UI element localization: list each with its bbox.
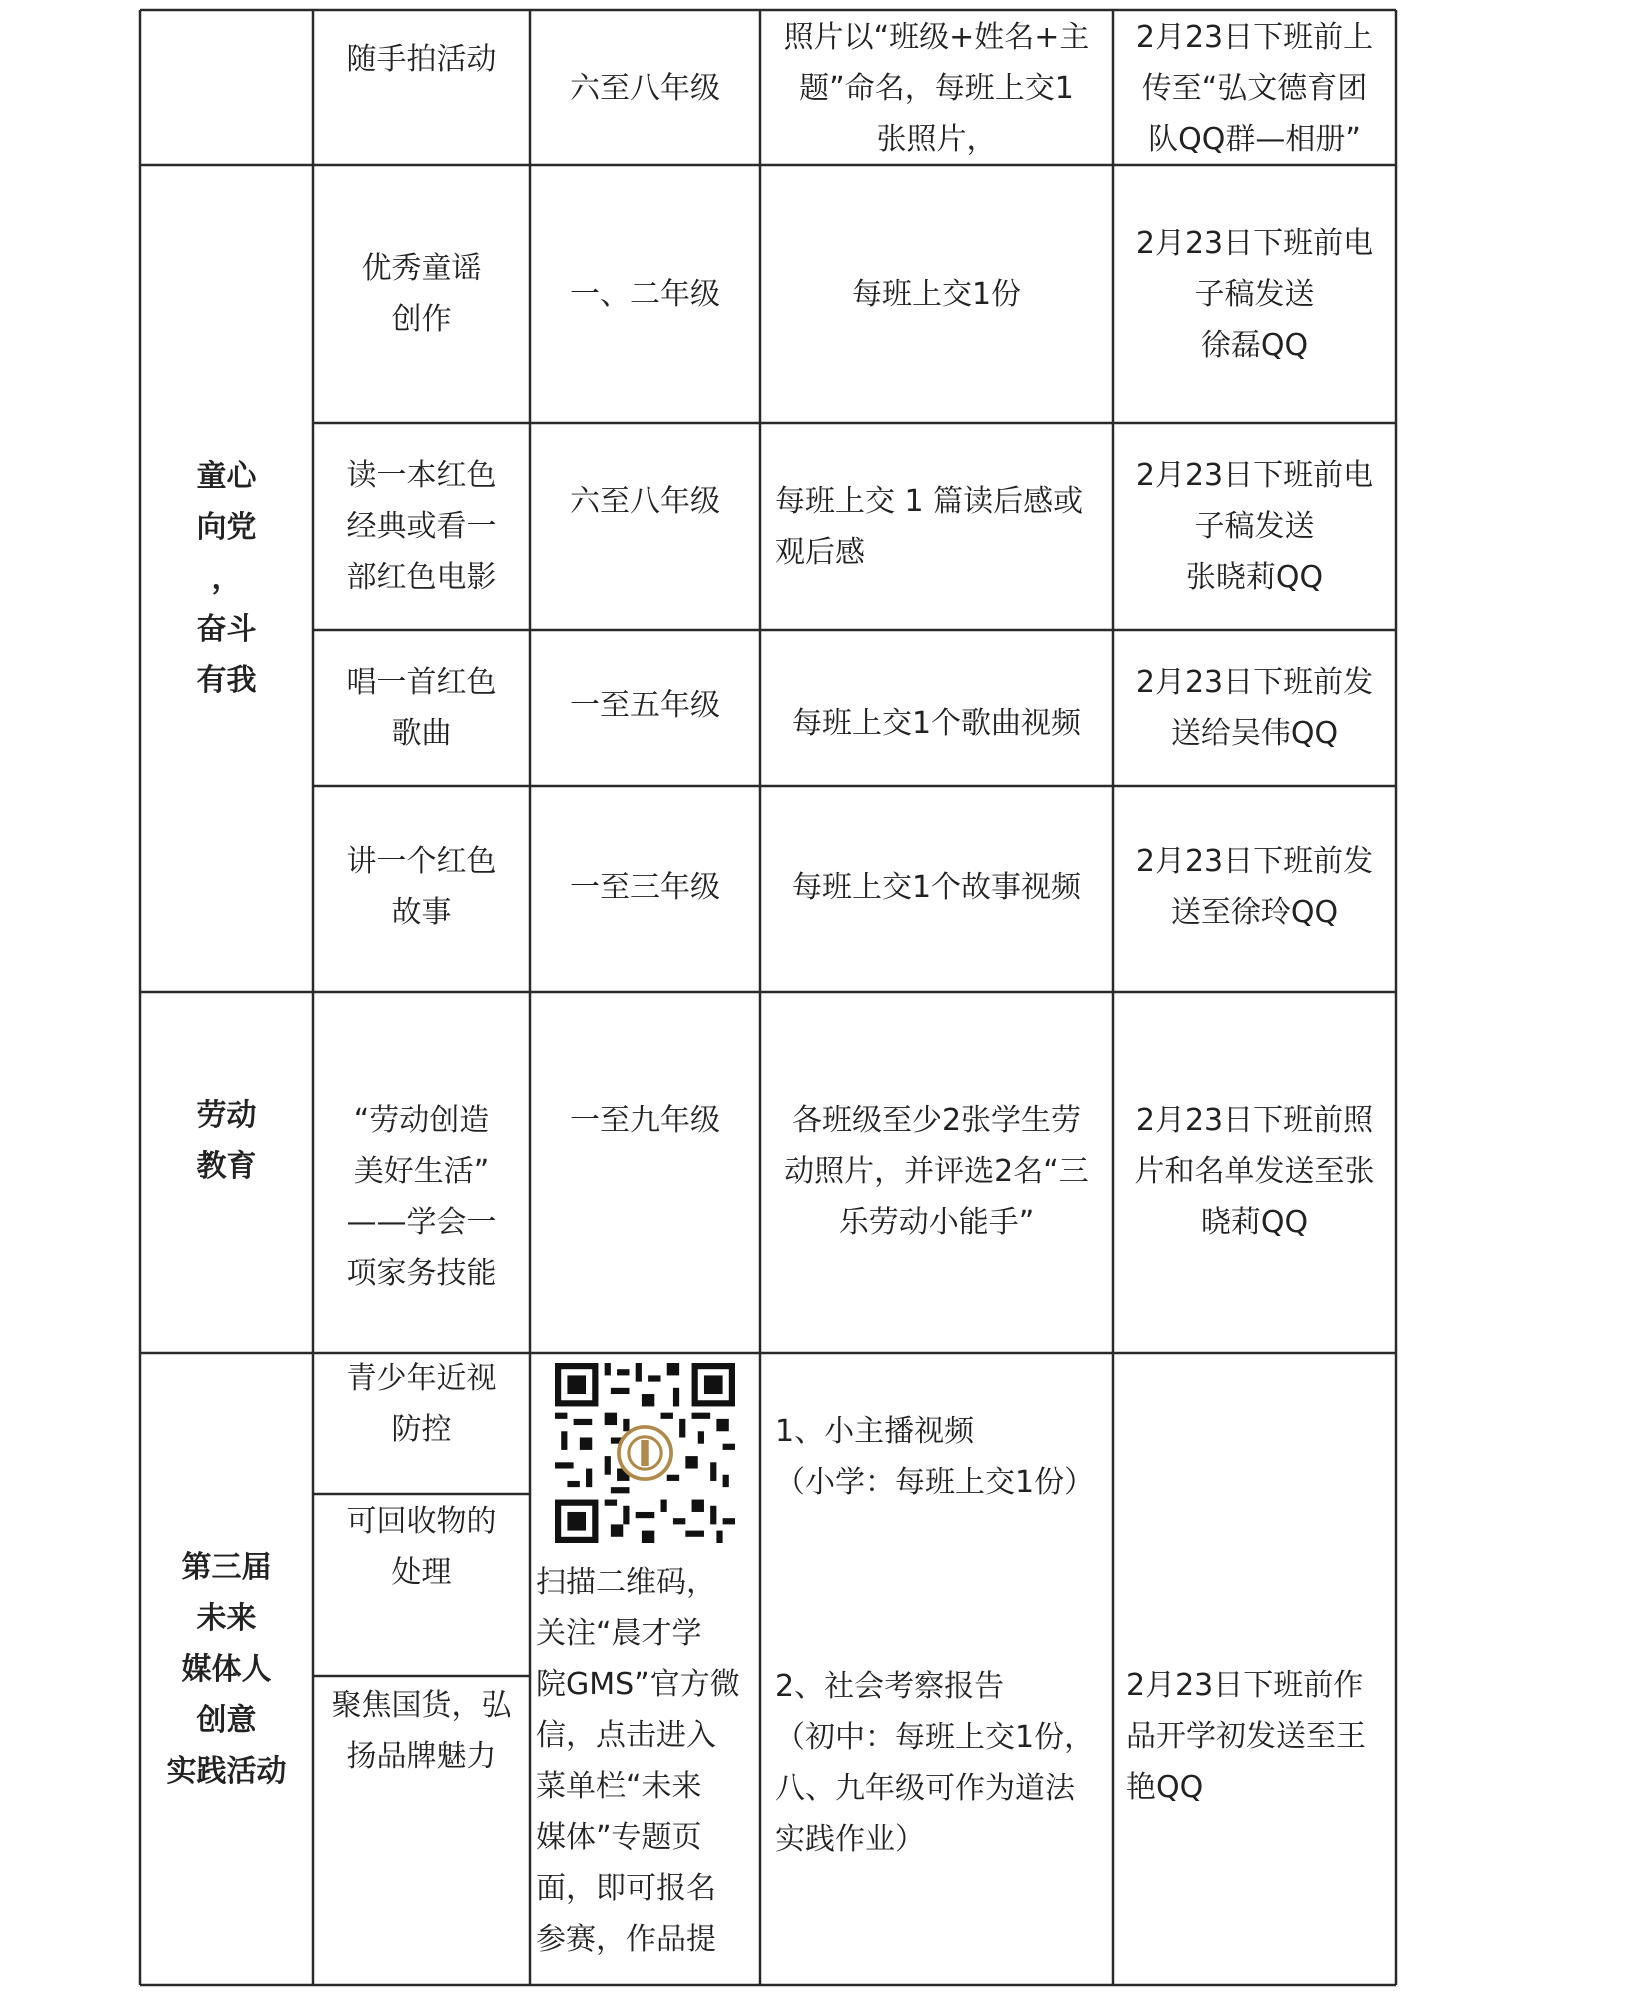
category-party-line: 有我: [196, 663, 257, 698]
row5-activity: [313, 1095, 530, 1345]
media-deadline-line: 艳QQ: [1126, 1770, 1204, 1805]
row5-activity-line: 项家务技能: [346, 1256, 497, 1291]
row2-requirement-line: 观后感: [775, 534, 865, 570]
category-party-line: 童心: [196, 459, 257, 494]
category-party: [140, 165, 313, 992]
row5-deadline: [1113, 1095, 1396, 1295]
row0-deadline: [1113, 12, 1396, 165]
row1-grade-line: 一、二年级: [570, 276, 720, 312]
media-requirement-line: 八、九年级可作为道法: [775, 1771, 1075, 1806]
media-activity-domestic-brands: [313, 1680, 530, 1980]
media-requirement-line: （小学：每班上交1份）: [775, 1465, 1095, 1500]
row0-requirement-line: 张照片，: [876, 122, 997, 157]
row4-activity-line: 讲一个红色: [346, 844, 497, 879]
row0-deadline-line: 2月23日下班前上: [1135, 20, 1374, 55]
row5-requirement-line: 乐劳动小能手”: [838, 1205, 1035, 1240]
row1-requirement: [760, 165, 1113, 423]
row5-activity-line: 美好生活”: [353, 1154, 490, 1189]
category-labor-line: 教育: [196, 1149, 257, 1184]
row0-deadline-line: 队QQ群—相册”: [1148, 122, 1361, 157]
row2-grade: [530, 476, 760, 626]
media-requirement-line: 2、社会考察报告: [775, 1669, 1005, 1704]
row5-activity-line: “劳动创造: [353, 1103, 490, 1138]
row1-grade: [530, 165, 760, 423]
row2-activity-line: 读一本红色: [346, 458, 497, 493]
category-party-line: 奋斗: [196, 612, 257, 647]
qr-caption-line: 院GMS”官方微: [536, 1667, 740, 1702]
qr-caption-line: 媒体”专题页: [536, 1820, 702, 1855]
row0-grade: [530, 63, 760, 163]
row2-activity-line: 部红色电影: [346, 560, 497, 595]
row0-deadline-line: 传至“弘文德育团: [1141, 71, 1368, 106]
row0-category: [140, 10, 313, 165]
media-deadline: [1113, 1660, 1396, 1860]
row2-deadline: [1113, 423, 1396, 630]
category-media-line: 第三届: [181, 1549, 272, 1585]
row4-activity: [313, 836, 530, 992]
row2-activity-line: 经典或看一: [346, 509, 497, 544]
media-activity-line: 扬品牌魅力: [346, 1739, 497, 1774]
row0-requirement-line: 照片以“班级+姓名+主: [783, 20, 1090, 55]
media-requirement-line: （初中：每班上交1份，: [775, 1720, 1095, 1755]
row3-activity-line: 歌曲: [391, 716, 452, 751]
qr-code-icon[interactable]: [555, 1363, 735, 1543]
row2-deadline-line: 子稿发送: [1194, 509, 1315, 544]
qr-caption-line: 面，即可报名: [536, 1871, 716, 1906]
row3-grade-line: 一至五年级: [570, 688, 720, 723]
qr-caption-line: 信，点击进入: [536, 1718, 716, 1753]
row2-requirement-line: 每班上交 1 篇读后感或: [775, 483, 1084, 519]
media-deadline-line: 品开学初发送至王: [1126, 1719, 1366, 1754]
row4-deadline: [1113, 836, 1396, 992]
row5-deadline-line: 片和名单发送至张: [1134, 1154, 1375, 1189]
media-requirement-line: 1、小主播视频: [775, 1414, 975, 1449]
row1-deadline-line: 子稿发送: [1194, 276, 1315, 312]
row1-requirement-line: 每班上交1份: [851, 276, 1022, 312]
row2-deadline-line: 张晓莉QQ: [1185, 560, 1324, 595]
category-media: [140, 1353, 313, 1985]
row4-grade-line: 一至三年级: [570, 870, 720, 905]
row4-grade: [530, 862, 760, 962]
qr-caption-line: 扫描二维码，: [536, 1565, 716, 1600]
row5-activity-line: ——学会一: [346, 1205, 497, 1240]
row0-activity: [313, 34, 530, 165]
row0-grade-line: 六至八年级: [570, 71, 720, 106]
row5-requirement-line: 各班级至少2张学生劳: [791, 1103, 1082, 1138]
row1-activity-line: 优秀童谣: [361, 251, 482, 286]
row1-deadline-line: 徐磊QQ: [1200, 327, 1309, 363]
row5-requirement: [760, 1095, 1113, 1295]
media-activity-line: 聚焦国货，弘: [331, 1688, 512, 1723]
category-media-line: 媒体人: [181, 1651, 272, 1687]
row3-requirement: [760, 660, 1113, 786]
category-media-line: 未来: [196, 1600, 257, 1636]
category-party-line: ，: [211, 561, 242, 596]
category-labor-line: 劳动: [196, 1098, 257, 1133]
row4-deadline-line: 送至徐玲QQ: [1170, 895, 1339, 930]
media-requirement: [760, 1406, 1113, 1966]
row3-deadline: [1113, 630, 1396, 786]
media-qr-cell: [530, 1353, 760, 1985]
row1-activity: [313, 165, 530, 423]
row4-deadline-line: 2月23日下班前发: [1135, 844, 1374, 879]
row2-activity: [313, 423, 530, 630]
row5-requirement-line: 动照片，并评选2名“三: [784, 1154, 1089, 1189]
qr-caption-line: 菜单栏“未来: [536, 1769, 702, 1804]
media-activity-line: 可回收物的: [346, 1504, 497, 1539]
category-media-line: 创意: [196, 1702, 257, 1738]
row2-deadline-line: 2月23日下班前电: [1135, 458, 1374, 493]
media-activity-recycle: [313, 1496, 530, 1676]
row4-requirement-line: 每班上交1个故事视频: [791, 870, 1082, 905]
qr-caption-line: 参赛，作品提: [536, 1922, 716, 1957]
row3-deadline-line: 送给吴伟QQ: [1170, 716, 1339, 751]
category-party-line: 向党: [196, 510, 257, 545]
row3-grade: [530, 680, 760, 780]
media-activity-myopia: [313, 1353, 530, 1494]
row0-requirement-line: 题”命名，每班上交1: [799, 71, 1074, 106]
row3-activity-line: 唱一首红色: [346, 665, 497, 700]
row5-grade: [530, 1095, 760, 1195]
qr-caption-line: 关注“晨才学: [536, 1616, 702, 1651]
row5-deadline-line: 晓莉QQ: [1200, 1205, 1309, 1240]
row4-requirement: [760, 862, 1113, 962]
media-activity-line: 青少年近视: [346, 1361, 497, 1396]
row5-deadline-line: 2月23日下班前照: [1135, 1103, 1374, 1138]
media-activity-line: 防控: [391, 1412, 452, 1447]
row3-activity: [313, 630, 530, 786]
row1-deadline-line: 2月23日下班前电: [1135, 225, 1374, 261]
media-activity-line: 处理: [391, 1555, 452, 1590]
qr-caption: [536, 1557, 754, 1965]
row2-grade-line: 六至八年级: [570, 484, 720, 519]
row3-requirement-line: 每班上交1个歌曲视频: [791, 705, 1082, 741]
row1-deadline: [1113, 165, 1396, 423]
row0-activity-line: 随手拍活动: [346, 42, 497, 77]
row1-activity-line: 创作: [391, 302, 452, 337]
row0-requirement: [760, 12, 1113, 165]
row4-activity-line: 故事: [391, 895, 452, 930]
media-deadline-line: 2月23日下班前作: [1126, 1668, 1364, 1703]
row3-deadline-line: 2月23日下班前发: [1135, 665, 1374, 700]
row2-requirement: [760, 423, 1113, 630]
category-labor: [140, 992, 313, 1353]
category-media-line: 实践活动: [166, 1753, 287, 1789]
media-requirement-line: 实践作业）: [775, 1822, 925, 1857]
row5-grade-line: 一至九年级: [570, 1103, 720, 1138]
